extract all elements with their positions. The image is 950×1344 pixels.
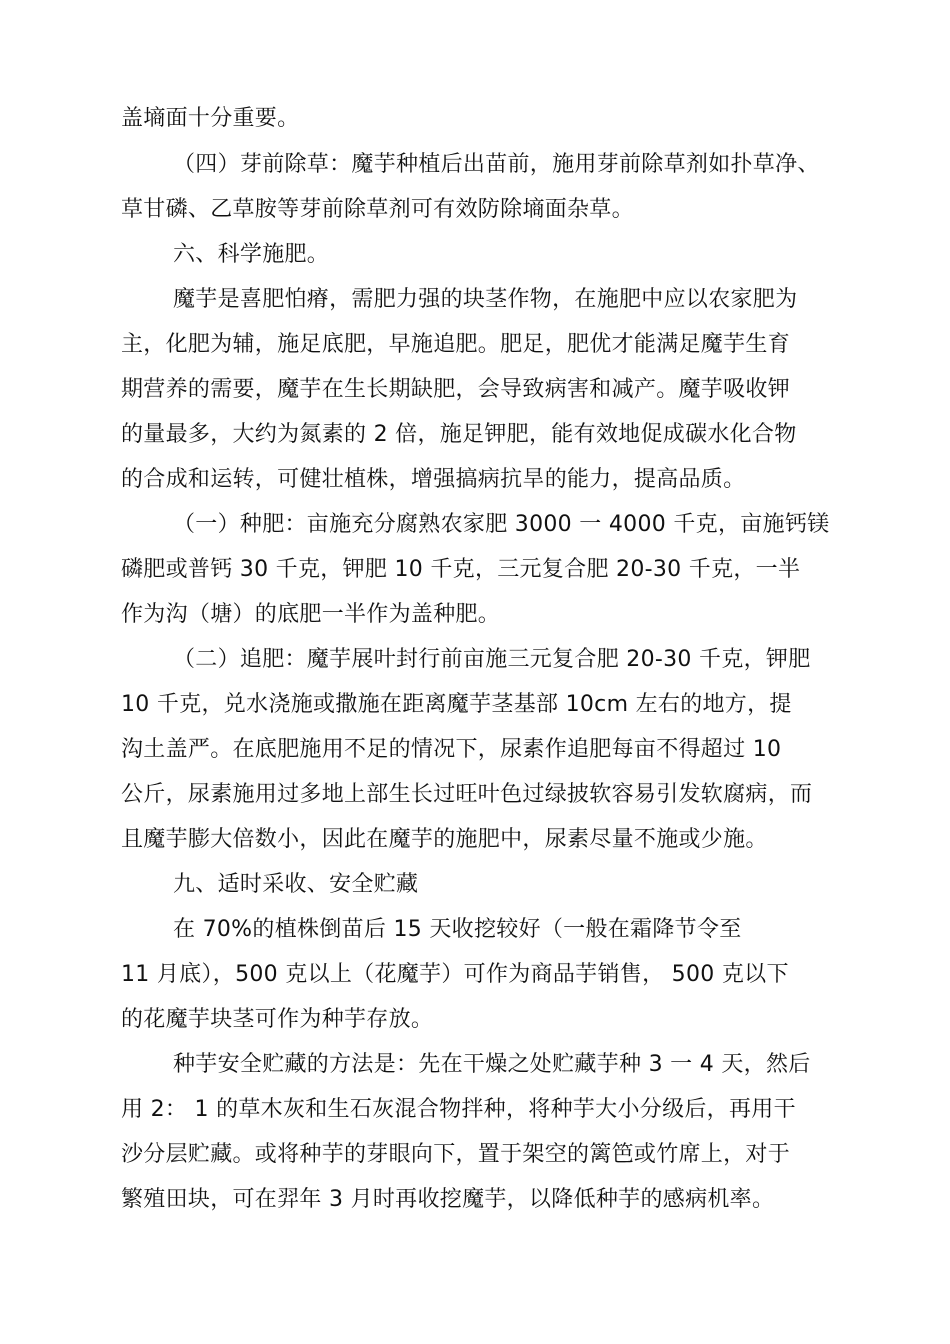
text-line: 且魔芋膨大倍数小，因此在魔芋的施肥中，尿素尽量不施或少施。 <box>121 827 768 852</box>
text-line: 主，化肥为辅，施足底肥，早施追肥。肥足，肥优才能满足魔芋生育 <box>121 332 791 357</box>
text-line: 公斤，尿素施用过多地上部生长过旺叶色过绿披软容易引发软腐病，而 <box>121 782 813 807</box>
text-line: 的花魔芋块茎可作为种芋存放。 <box>121 1007 434 1032</box>
text-line: 11 月底），500 克以上（花魔芋）可作为商品芋销售， 500 克以下 <box>121 962 789 987</box>
text-line: 在 70%的植株倒苗后 15 天收挖较好（一般在霜降节令至 <box>173 917 742 942</box>
text-line: 草甘磷、乙草胺等芽前除草剂可有效防除墒面杂草。 <box>121 197 634 222</box>
text-line: 的量最多，大约为氮素的 2 倍，施足钾肥，能有效地促成碳水化合物 <box>121 422 797 447</box>
text-line: 魔芋是喜肥怕瘠，需肥力强的块茎作物，在施肥中应以农家肥为 <box>173 287 798 312</box>
text-line: （二）追肥：魔芋展叶封行前亩施三元复合肥 20-30 千克，钾肥 <box>173 647 811 672</box>
text-line: 10 千克，兑水浇施或撒施在距离魔芋茎基部 10cm 左右的地方，提 <box>121 692 792 717</box>
section-heading: 九、适时采收、安全贮藏 <box>173 872 419 897</box>
text-line: 作为沟（塘）的底肥一半作为盖种肥。 <box>121 602 501 627</box>
text-line: 沟土盖严。在底肥施用不足的情况下，尿素作追肥每亩不得超过 10 <box>121 737 782 762</box>
text-line: 繁殖田块，可在羿年 3 月时再收挖魔芋，以降低种芋的感病机率。 <box>121 1187 775 1212</box>
text-line: 期营养的需要，魔芋在生长期缺肥，会导致病害和减产。魔芋吸收钾 <box>121 377 791 402</box>
text-line: 的合成和运转，可健壮植株，增强搞病抗旱的能力，提高品质。 <box>121 467 746 492</box>
text-line: 盖墒面十分重要。 <box>121 106 300 131</box>
text-line: 沙分层贮藏。或将种芋的芽眼向下，置于架空的篱笆或竹席上，对于 <box>121 1142 791 1167</box>
text-line: 磷肥或普钙 30 千克，钾肥 10 千克，三元复合肥 20-30 千克，一半 <box>121 557 801 582</box>
text-line: 用 2： 1 的草木灰和生石灰混合物拌种，将种芋大小分级后，再用干 <box>121 1097 796 1122</box>
text-line: （一）种肥：亩施充分腐熟农家肥 3000 一 4000 千克，亩施钙镁 <box>173 512 830 537</box>
text-line: （四）芽前除草：魔芋种植后出苗前，施用芽前除草剂如扑草净、 <box>173 152 820 177</box>
section-heading: 六、科学施肥。 <box>173 242 330 267</box>
text-line: 种芋安全贮藏的方法是：先在干燥之处贮藏芋种 3 一 4 天，然后 <box>173 1052 811 1077</box>
